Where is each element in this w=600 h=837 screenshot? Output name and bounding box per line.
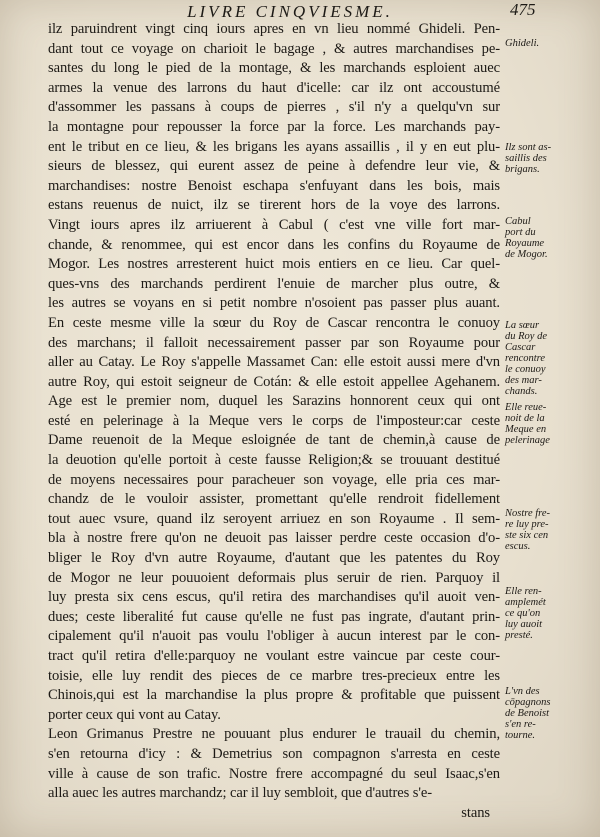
text-line: Vingt iours apres ilz arriuerent à Cabul ( c'est vne ville fort mar-	[48, 216, 500, 233]
text-line: porter ceux qui vont au Catay.	[48, 706, 221, 723]
text-line: ilz paruindrent vingt cinq iours apres en vn lieu nommé Ghideli. Pen-	[48, 21, 500, 37]
margin-note-line: noit de la	[505, 413, 545, 424]
margin-note-line: ste six cen	[505, 530, 549, 541]
margin-note-line: de Benoist	[505, 708, 550, 719]
margin-note-line: tourne.	[505, 730, 536, 741]
margin-note-line: L'vn des	[505, 686, 540, 697]
text-line: alla auec les autres marchandz; car il luy sembloit, que d'autres s'e-	[48, 785, 433, 802]
body-text	[48, 20, 500, 823]
text-line: dues; ceste liberalité fut cause qu'elle ne fust pas ingrate, d'autant prin-	[48, 608, 500, 625]
margin-note-line: Royaume	[505, 238, 545, 249]
text-line: Leon Grimanus Prestre ne pouuant plus endurer le trauail du chemin,	[48, 726, 500, 743]
margin-note-line: escus.	[505, 541, 531, 552]
text-line: s'en retourna d'icy : & Demetrius son compagnon s'arresta en ceste	[48, 745, 500, 762]
margin-note-line: Nostre fre-	[505, 508, 551, 519]
text-line: cipalement qu'il n'auoit pas voulu l'obliger à aucun interest par le con-	[48, 628, 500, 645]
margin-note-line: du Roy de	[505, 331, 547, 342]
text-line: bliger le Roy d'vn autre Royaume, d'autant que les patentes du Roy	[48, 550, 500, 567]
margin-note-line: chands.	[505, 386, 538, 397]
text-line: la deuotion qu'elle portoit à ceste fausse Religion;& se trouuant destitué	[48, 452, 500, 469]
margin-note-line: amplemét	[505, 597, 546, 608]
text-line: En ceste mesme ville la sœur du Roy de Cascar rencontra le conuoy	[48, 314, 500, 331]
margin-note-line: de Mogor.	[505, 249, 548, 260]
margin-note-line: s'en re-	[505, 719, 536, 730]
catchword: stans	[461, 804, 490, 821]
margin-note-line: Cabul	[505, 216, 531, 227]
margin-note-line: luy auoit	[505, 619, 543, 630]
margin-note-line: presté.	[505, 630, 533, 641]
text-line: Mogor. Les nostres arresterent huict mois entiers en ce lieu. Car quel-	[48, 256, 500, 273]
text-line: Age est le premier nom, duquel les Sarazins honnorent ceux qui ont	[48, 393, 500, 410]
page-number: 475	[510, 0, 536, 19]
margin-note	[505, 508, 585, 552]
text-line: bla à nostre frere qu'on ne deuoit pas laisser perdre ceste occasion d'o-	[48, 530, 500, 547]
text-line: autre Roy, qui estoit seigneur de Cotán: & elle estoit appellee Agehanem.	[48, 373, 500, 390]
text-line: dant tout ce voyage on charioit le bagage , & autres marchandises pe-	[48, 40, 500, 57]
text-line: ent le tribut en ce lieu, & les brigans les ayans assaillis , il y en eut plu-	[48, 138, 500, 155]
text-line: Chinois,qui est la marchandise la plus propre & profitable que puissent	[48, 687, 500, 704]
margin-note	[505, 142, 585, 175]
text-line: santes du long le pied de la montage, & les marchands esploient auec	[48, 60, 500, 77]
text-line: marchandises: nostre Benoist eschapa s'enfuyant dans les bois, mais	[48, 177, 500, 194]
margin-note	[505, 686, 585, 741]
text-line: aller au Catay. Le Roy s'appelle Massamet Can: elle estoit aussi mere d'vn	[48, 354, 500, 371]
text-line: d'assommer les passans à coups de pierres , s'il n'y a quelqu'vn sur	[48, 99, 500, 116]
margin-note-line: brigans.	[505, 164, 540, 175]
margin-note-line: pelerinage	[505, 435, 550, 446]
margin-note-line: des mar-	[505, 375, 542, 386]
margin-note-line: re luy pre-	[505, 519, 549, 530]
margin-note-line: Cascar	[505, 342, 536, 353]
margin-note	[505, 38, 585, 49]
text-line: tout auec vsure, quand ilz seroyent arriuez en son Royaume . Il sem-	[48, 510, 500, 527]
text-line: des marchans; il falloit necessairement passer par son Royaume pour	[48, 334, 500, 351]
margin-note-line: Meque en	[505, 424, 547, 435]
text-line: ville à cause de son trafic. Nostre frere accompagné du seul Isaac,s'en	[48, 765, 500, 782]
margin-note-line: cōpagnons	[505, 697, 551, 708]
margin-note-line: Ghideli.	[505, 38, 540, 49]
text-line: de Mogor ne leur pouuoient deformais plus seruir de rien. Parquoy il	[48, 569, 500, 586]
text-line: sieurs de blessez, qui eurent assez de peine à defendre leur vie, &	[48, 158, 500, 175]
margin-note	[505, 320, 585, 397]
running-title: LIVRE CINQVIESME.	[187, 2, 393, 21]
margin-note	[505, 586, 585, 641]
text-line: luy presta six cens escus, qu'il retira des marchandises qu'il auoit ven-	[48, 589, 500, 606]
margin-note	[505, 216, 585, 260]
margin-note-line: ce qu'on	[505, 608, 541, 619]
margin-note-line: saillis des	[505, 153, 547, 164]
text-line: toisie, elle luy rendit des pieces de ce marbre tres-precieux entre les	[48, 667, 500, 684]
text-line: tract qu'il retira d'elle:parquoy ne voulant estre vaincue par ceste cour-	[48, 648, 500, 664]
margin-note-line: La sœur	[505, 320, 540, 331]
text-line: la montagne pour repousser la force par la force. Les marchands pay-	[48, 118, 500, 135]
text-line: les autres se voyans en si petit nombre n'osoient pas passer plus auant.	[48, 295, 500, 312]
text-line: Dame reuenoit de la Meque esloignée de tant de chemin,à cause de	[48, 432, 500, 449]
margin-note-line: Ilz sont as-	[505, 142, 552, 153]
text-line: estans reuenus de nuict, ilz se tirerent hors de la voye des larrons.	[48, 197, 500, 214]
margin-note-line: Elle reue-	[505, 402, 547, 413]
margin-note	[505, 402, 585, 446]
text-line: chande, & renommee, qui est encor dans les confins du Royaume de	[48, 236, 500, 253]
text-line: ques-vns des marchands perdirent l'enuie de marcher plus outre, &	[48, 275, 500, 292]
text-line: chandz de le vouloir assister, promettant qu'elle rendroit fidellement	[48, 491, 500, 508]
margin-note-line: port du	[505, 227, 536, 238]
margin-note-line: le conuoy	[505, 364, 546, 375]
margin-note-line: rencontre	[505, 353, 546, 364]
margin-note-line: Elle ren-	[505, 586, 542, 597]
text-line: armes la venue des larrons du haut d'icelle: car ilz ont accoustumé	[48, 79, 500, 96]
text-line: de moyens necessaires pour paracheuer son voyage, elle pria ces mar-	[48, 471, 500, 488]
text-line: esté en pelerinage à la Meque vers le corps de l'imposteur:car ceste	[48, 412, 500, 429]
